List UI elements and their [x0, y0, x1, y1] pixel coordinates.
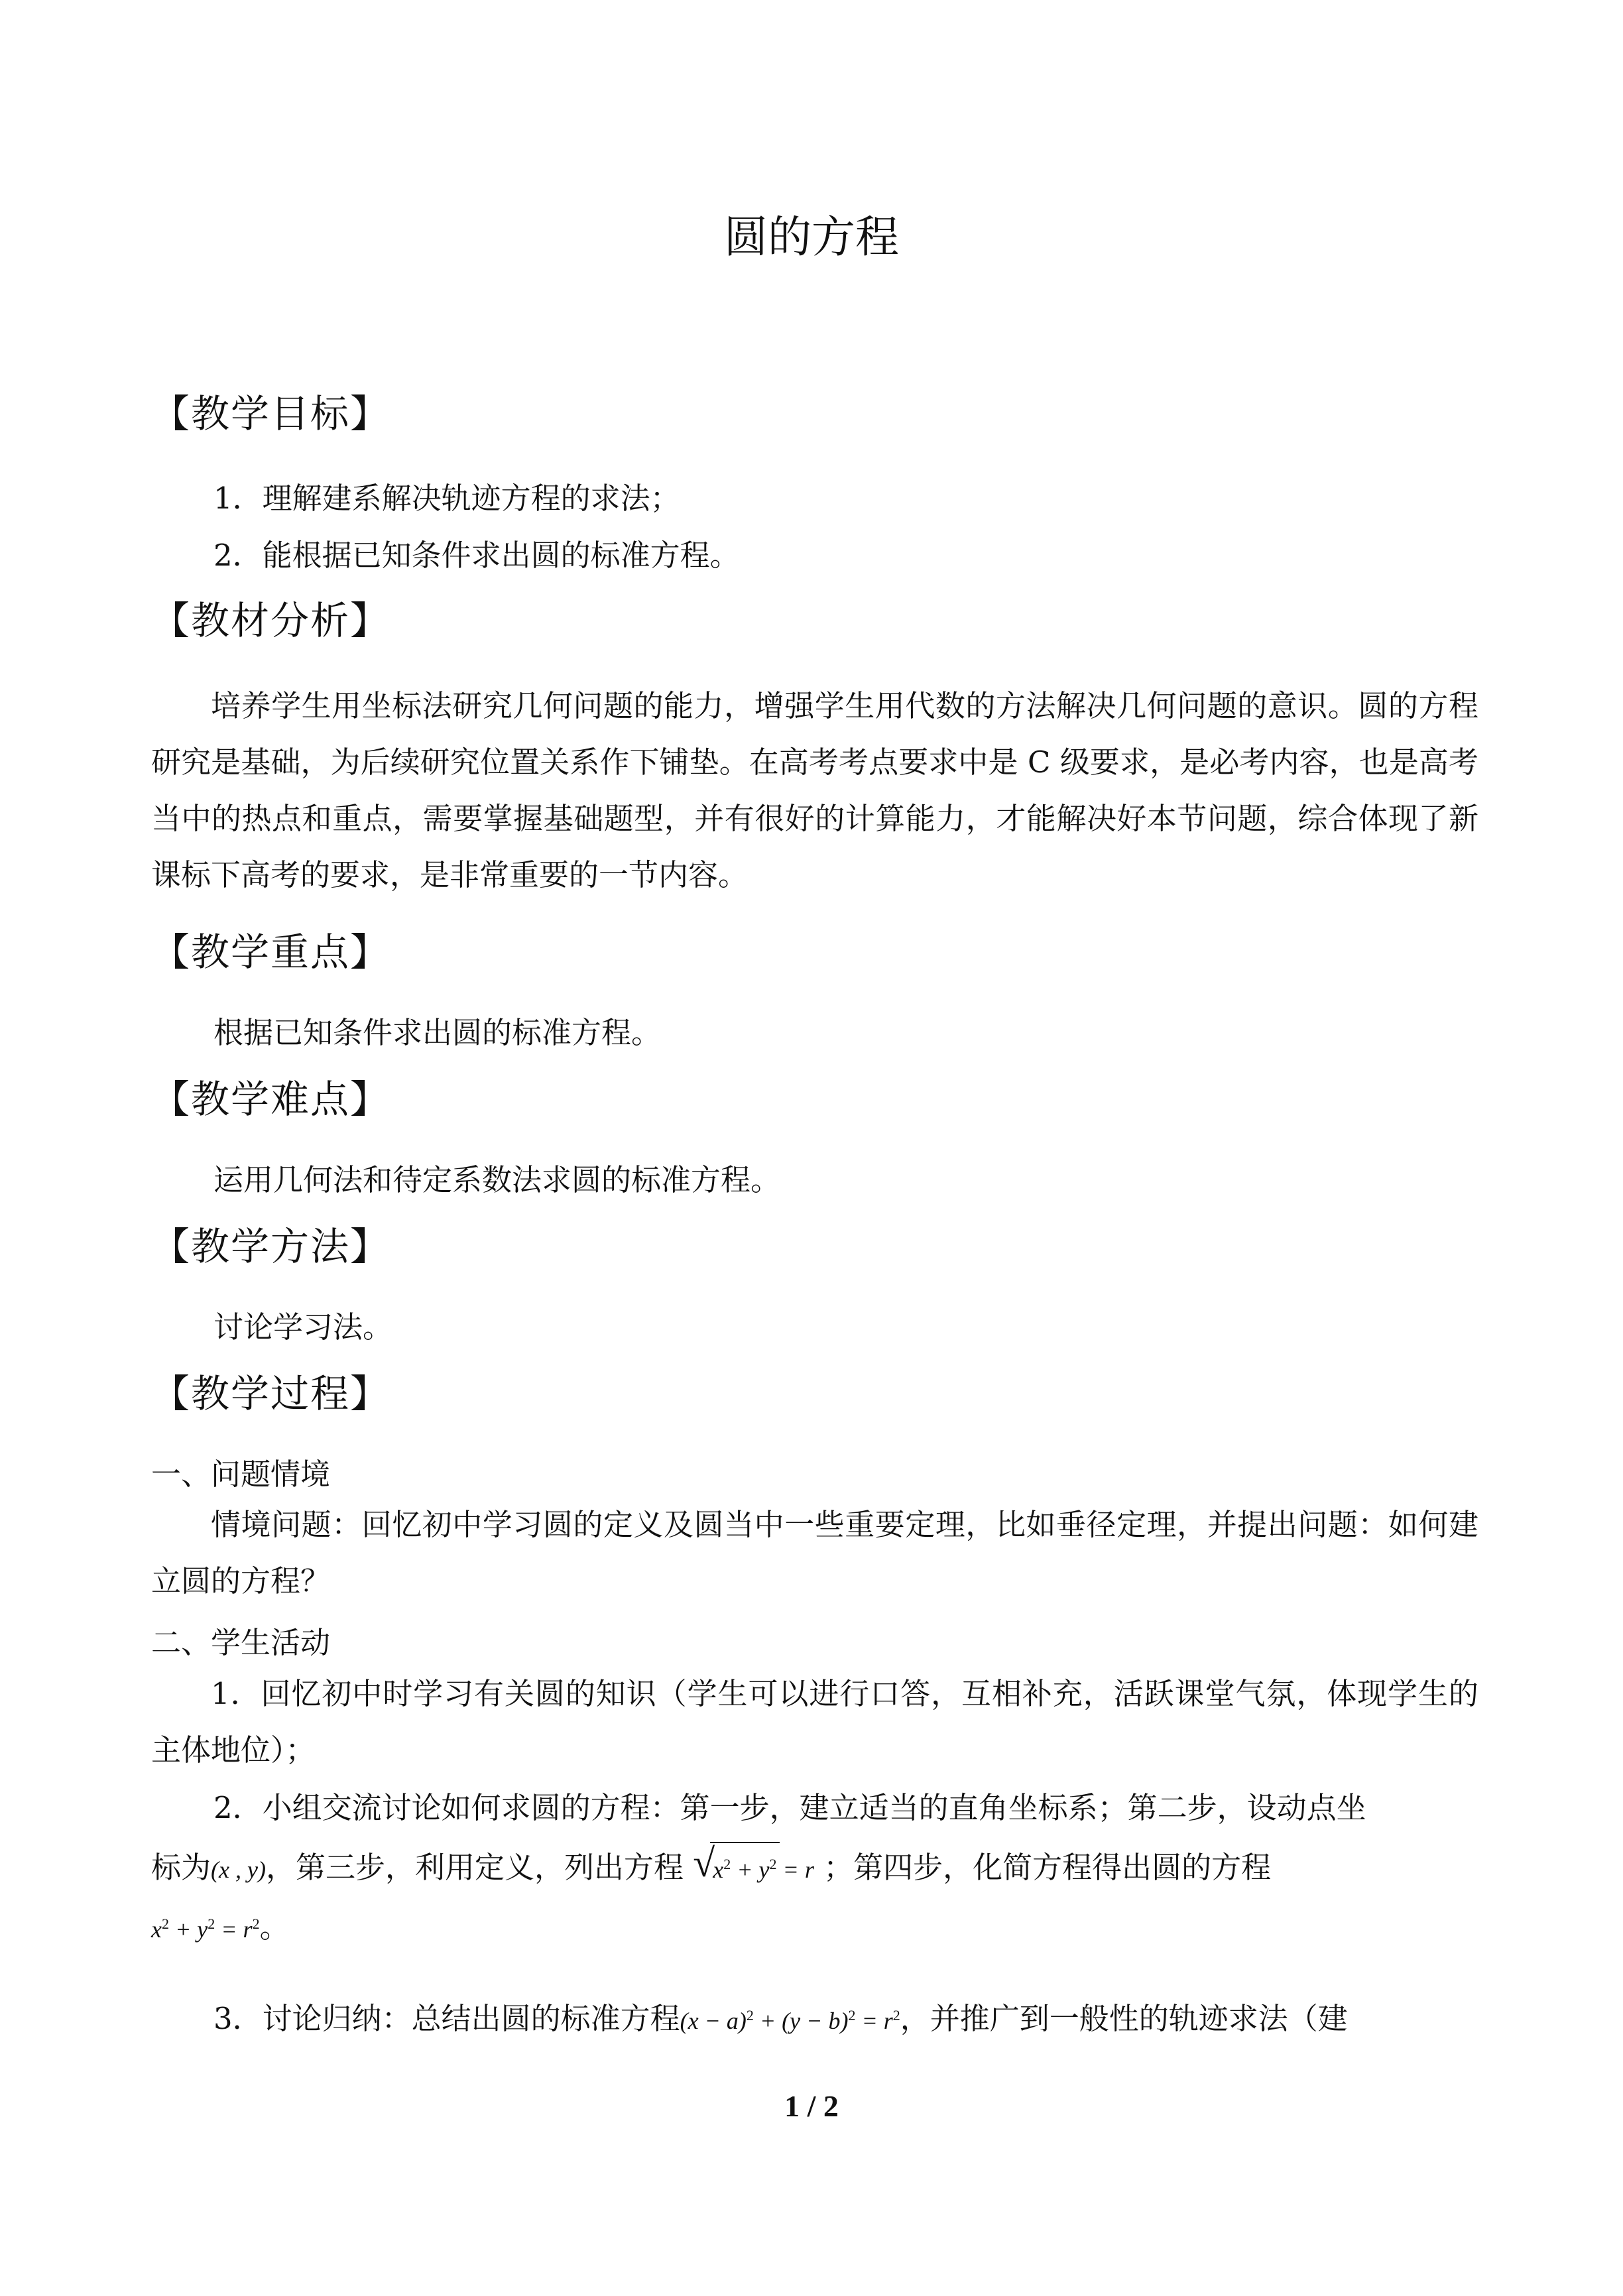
step2-continuation: ，第三步，利用定义，列出方程: [265, 1850, 684, 1885]
objective-item-2: 2．能根据已知条件求出圆的标准方程。: [213, 538, 740, 573]
step2-label: 标为: [151, 1850, 211, 1885]
heading-methods: 【教学方法】: [151, 1224, 391, 1269]
heading-analysis: 【教材分析】: [151, 598, 391, 643]
heading-key-points: 【教学重点】: [151, 930, 391, 975]
step1-text: 1．回忆初中时学习有关圆的知识（学生可以进行口答，互相补充，活跃课堂气氛，体现学生的主体地位）；: [151, 1676, 1478, 1768]
step2-line2: [151, 1841, 1272, 1890]
circle-origin-formula: $x^2 + y^2 = r^2$: [151, 1915, 260, 1943]
analysis-text: 培养学生用坐标法研究几何问题的能力，增强学生用代数的方法解决几何问题的意识。圆的方程研究是基础，为后续研究位置关系作下铺垫。在高考考点要求中是 C 级要求，是必考内容，也是高考当中的热点和重点，需要掌握基础题型，并有很好的计算能力，才能解决好本节问题，综合体现了新课标下高考的要求，是非常重要的一节内容。: [151, 688, 1478, 892]
methods-text: 讨论学习法。: [213, 1309, 393, 1345]
page-title: 圆的方程: [724, 211, 899, 263]
point-xy-formula: (x , y): [211, 1856, 266, 1883]
key-points-text: 根据已知条件求出圆的标准方程。: [213, 1015, 662, 1050]
heading-difficulties: 【教学难点】: [151, 1077, 391, 1122]
difficulties-text: 运用几何法和待定系数法求圆的标准方程。: [213, 1162, 781, 1197]
step3-continuation: ，并推广到一般性的轨迹求法（建: [900, 2001, 1348, 2036]
part1-title: 一、问题情境: [151, 1457, 331, 1492]
step2-line1: 2．小组交流讨论如何求圆的方程：第一步，建立适当的直角坐标系；第二步，设动点坐: [213, 1790, 1366, 1825]
step2-step4: ；第四步，化简方程得出圆的方程: [823, 1850, 1272, 1885]
part1-text: 情境问题：回忆初中学习圆的定义及圆当中一些重要定理，比如垂径定理，并提出问题：如何建立圆的方程？: [151, 1507, 1478, 1599]
distance-formula: √ $x^2 + y^2 = r$: [693, 1841, 814, 1885]
standard-circle-formula: $(x - a)^2 + (y - b)^2 = r^2$: [680, 2007, 900, 2034]
heading-process: 【教学过程】: [151, 1371, 391, 1416]
part2-title: 二、学生活动: [151, 1625, 331, 1660]
step2-line3: [151, 1904, 290, 1949]
step2-end: 。: [259, 1909, 290, 1945]
heading-objectives: 【教学目标】: [151, 391, 391, 436]
step3-line: [213, 1996, 1348, 2041]
step3-label: 3．讨论归纳：总结出圆的标准方程: [213, 2001, 680, 2036]
page-number: 1 / 2: [784, 2089, 839, 2123]
objective-item-1: 1．理解建系解决轨迹方程的求法；: [213, 481, 680, 516]
